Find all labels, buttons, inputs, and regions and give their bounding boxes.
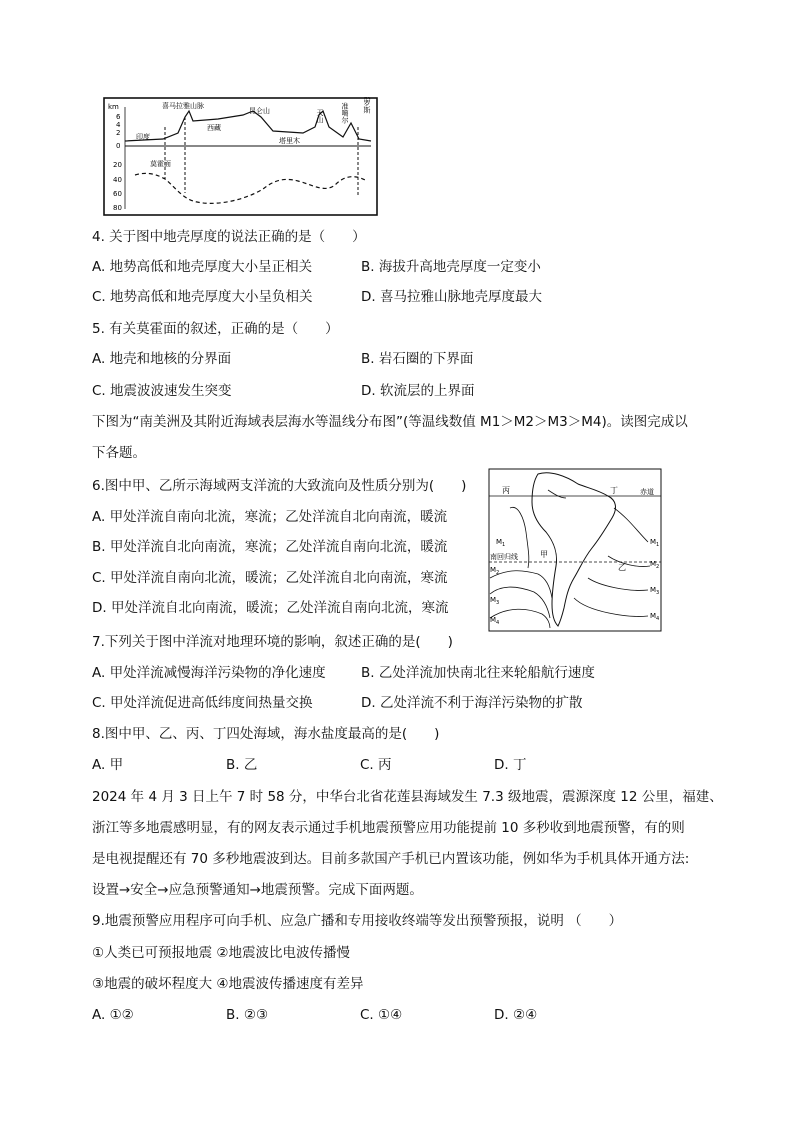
svg-text:0: 0 bbox=[116, 142, 121, 150]
q4-option-d[interactable]: D. 喜马拉雅山脉地壳厚度最大 bbox=[361, 289, 542, 305]
q9-stem: 9.地震预警应用程序可向手机、应急广播和专用接收终端等发出预警预报，说明 （ ） bbox=[92, 913, 623, 929]
label-jia: 甲 bbox=[540, 550, 548, 559]
unit-label: km bbox=[108, 103, 119, 111]
q6-stem: 6.图中甲、乙所示海域两支洋流的大致流向及性质分别为( ) bbox=[92, 478, 467, 494]
svg-text:6: 6 bbox=[116, 113, 121, 121]
q7-stem: 7.下列关于图中洋流对地理环境的影响，叙述正确的是( ) bbox=[92, 634, 453, 650]
svg-text:80: 80 bbox=[113, 204, 122, 212]
q5-option-c[interactable]: C. 地震波波速发生突变 bbox=[92, 383, 232, 399]
q7-option-a[interactable]: A. 甲处洋流减慢海洋污染物的净化速度 bbox=[92, 665, 326, 681]
label-bing: 丙 bbox=[502, 486, 510, 495]
q9-items-2: ③地震的破坏程度大 ④地震波传播速度有差异 bbox=[92, 976, 364, 992]
label-equator: 赤道 bbox=[640, 488, 654, 496]
q8-stem: 8.图中甲、乙、丙、丁四处海域，海水盐度最高的是( ) bbox=[92, 726, 440, 742]
q9-option-b[interactable]: B. ②③ bbox=[226, 1007, 269, 1023]
intro3-line1: 2024 年 4 月 3 日上午 7 时 58 分，中华台北省花莲县海域发生 7.3 级地震，震源深度 12 公里，福建、 bbox=[92, 789, 723, 805]
intro2-line2: 下各题。 bbox=[92, 445, 146, 461]
q8-option-d[interactable]: D. 丁 bbox=[494, 757, 527, 773]
label-india: 印度 bbox=[136, 133, 150, 141]
label-tianshan bbox=[316, 109, 324, 124]
q7-option-b[interactable]: B. 乙处洋流加快南北往来轮船航行速度 bbox=[361, 665, 595, 681]
q8-option-c[interactable]: C. 丙 bbox=[360, 757, 392, 773]
label-m2: $M_2$ bbox=[490, 566, 500, 576]
intro3-line4: 设置→安全→应急预警通知→地震预警。完成下面两题。 bbox=[92, 882, 423, 898]
q5-option-a[interactable]: A. 地壳和地核的分界面 bbox=[92, 351, 232, 367]
label-yi: 乙 bbox=[618, 563, 626, 572]
crust-profile-figure bbox=[103, 97, 378, 217]
intro2-line1: 下图为“南美洲及其附近海域表层海水等温线分布图”(等温线数值 M1＞M2＞M3＞M4)。读图完成以 bbox=[92, 414, 688, 430]
q6-option-c[interactable]: C. 甲处洋流自南向北流，暖流；乙处洋流自北向南流，寒流 bbox=[92, 570, 448, 586]
label-m3-right: $M_3$ bbox=[650, 586, 660, 596]
q9-items-1: ①人类已可预报地震 ②地震波比电波传播慢 bbox=[92, 945, 350, 961]
q9-option-c[interactable]: C. ①④ bbox=[360, 1007, 403, 1023]
svg-text:准噶尔: 准噶尔 bbox=[341, 102, 349, 124]
label-xizang: 西藏 bbox=[207, 124, 221, 132]
label-moho: 莫霍面 bbox=[150, 160, 171, 168]
intro3-line2: 浙江等多地震感明显，有的网友表示通过手机地震预警应用功能提前 10 多秒收到地震预警，有的则 bbox=[92, 820, 685, 836]
q5-option-d[interactable]: D. 软流层的上界面 bbox=[361, 383, 475, 399]
label-russia bbox=[363, 97, 371, 115]
svg-text:天山: 天山 bbox=[316, 109, 324, 123]
south-america-map bbox=[488, 468, 662, 632]
label-tropic: 南回归线 bbox=[490, 553, 518, 561]
q5-option-b[interactable]: B. 岩石圈的下界面 bbox=[361, 351, 474, 367]
svg-text:2: 2 bbox=[116, 129, 121, 137]
q8-option-a[interactable]: A. 甲 bbox=[92, 757, 124, 773]
intro3-line3: 是电视提醒还有 70 多秒地震波到达。目前多款国产手机已内置该功能，例如华为手机具体开通方法: bbox=[92, 851, 690, 867]
label-junggar bbox=[341, 102, 349, 124]
label-m2-right: $M_2$ bbox=[650, 560, 660, 570]
q4-stem: 4. 关于图中地壳厚度的说法正确的是（ ） bbox=[92, 229, 366, 245]
svg-text:60: 60 bbox=[113, 190, 122, 198]
q4-option-a[interactable]: A. 地势高低和地壳厚度大小呈正相关 bbox=[92, 259, 313, 275]
q6-option-b[interactable]: B. 甲处洋流自北向南流，寒流；乙处洋流自南向北流，暖流 bbox=[92, 539, 448, 555]
q7-option-d[interactable]: D. 乙处洋流不利于海洋污染物的扩散 bbox=[361, 695, 583, 711]
q8-option-b[interactable]: B. 乙 bbox=[226, 757, 258, 773]
label-ding: 丁 bbox=[610, 486, 618, 495]
q7-option-c[interactable]: C. 甲处洋流促进高低纬度间热量交换 bbox=[92, 695, 313, 711]
svg-text:4: 4 bbox=[116, 121, 121, 129]
label-kunlun: 昆仑山 bbox=[249, 107, 270, 115]
svg-text:40: 40 bbox=[113, 176, 122, 184]
svg-text:俄罗斯: 俄罗斯 bbox=[363, 97, 371, 114]
label-m1: $M_1$ bbox=[496, 538, 506, 548]
q4-option-c[interactable]: C. 地势高低和地壳厚度大小呈负相关 bbox=[92, 289, 313, 305]
label-m4: $M_4$ bbox=[490, 616, 500, 626]
label-himalaya: 喜马拉雅山脉 bbox=[162, 102, 204, 110]
q6-option-a[interactable]: A. 甲处洋流自南向北流，寒流；乙处洋流自北向南流，暖流 bbox=[92, 509, 448, 525]
label-tarim: 塔里木 bbox=[279, 137, 300, 145]
label-m4-right: $M_4$ bbox=[650, 612, 660, 622]
label-m3: $M_3$ bbox=[490, 596, 500, 606]
q4-option-b[interactable]: B. 海拔升高地壳厚度一定变小 bbox=[361, 259, 541, 275]
crust-profile-svg bbox=[103, 97, 378, 217]
label-m1-right: $M_1$ bbox=[650, 538, 660, 548]
q6-option-d[interactable]: D. 甲处洋流自北向南流，暖流；乙处洋流自南向北流，寒流 bbox=[92, 600, 449, 616]
q9-option-d[interactable]: D. ②④ bbox=[494, 1007, 538, 1023]
svg-text:20: 20 bbox=[113, 161, 122, 169]
q9-option-a[interactable]: A. ①② bbox=[92, 1007, 134, 1023]
south-america-map-svg bbox=[488, 468, 662, 632]
q5-stem: 5. 有关莫霍面的叙述，正确的是（ ） bbox=[92, 321, 339, 337]
